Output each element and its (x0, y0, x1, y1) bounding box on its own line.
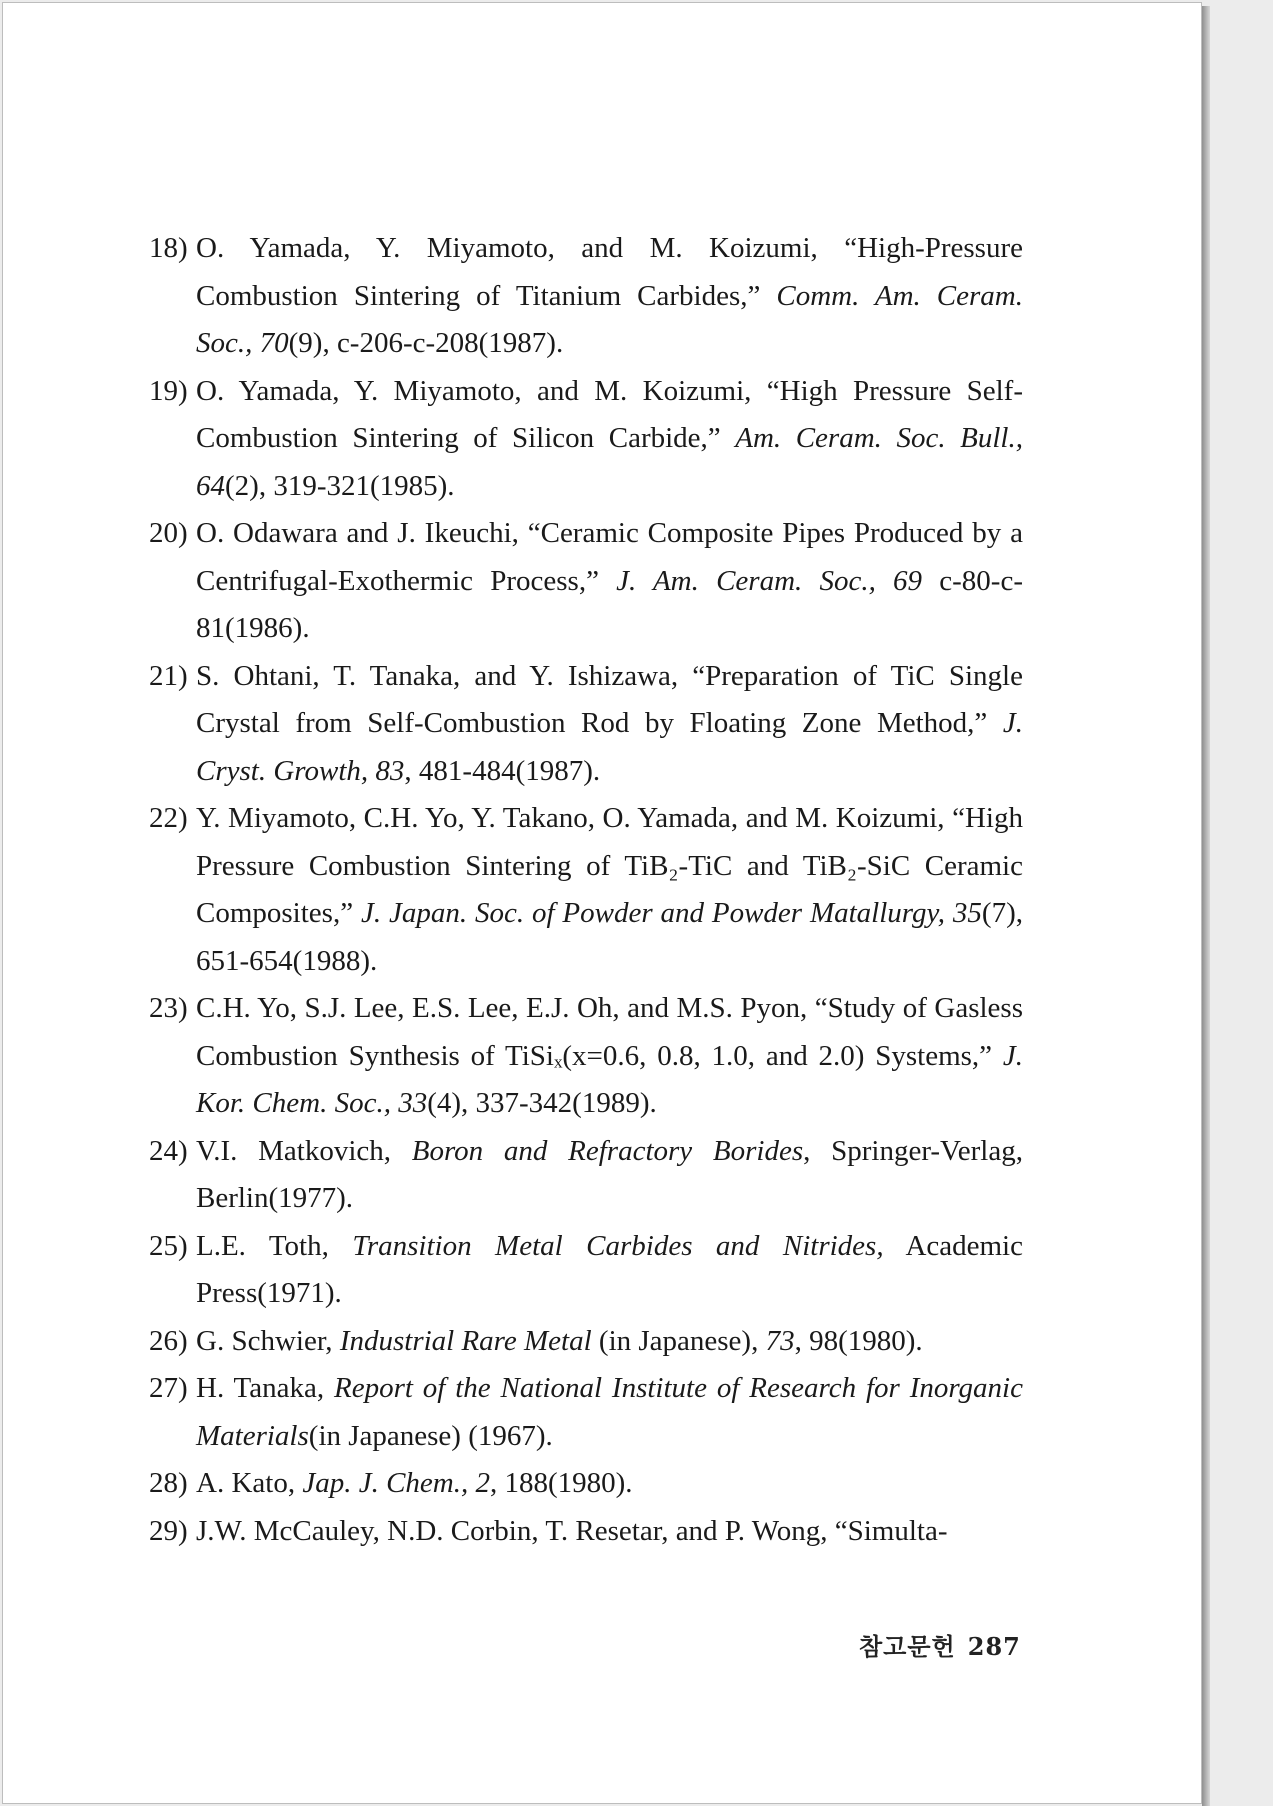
reference-number: 21) (149, 659, 188, 692)
reference-text: G. Schwier, (196, 1324, 340, 1357)
reference-number: 28) (149, 1467, 188, 1499)
reference-list (149, 225, 1023, 1555)
reference-item (149, 1365, 1023, 1460)
reference-text: O. Odawara and J. Ikeuchi, “Ceramic Composite Pipes Produced by a Centrifugal-Exothermic Process,” (196, 517, 1023, 597)
reference-italic-text: Am. Ceram. Soc. Bull., 64 (196, 422, 1023, 502)
reference-text: (4), 337-342(1989). (427, 1087, 657, 1119)
reference-text: (in Japanese) (1967). (308, 1419, 553, 1452)
reference-italic-text: J. Am. Ceram. Soc., 69 (616, 564, 923, 597)
reference-text: (2), 319-321(1985). (225, 469, 455, 502)
reference-text: H. Tanaka, (196, 1372, 334, 1404)
reference-number: 23) (149, 992, 188, 1024)
reference-italic-text: Report of the National Institute of Research for Inorganic Materials (196, 1372, 1023, 1452)
page-edge-shadow (1202, 6, 1210, 1806)
reference-text: S. Ohtani, T. Tanaka, and Y. Ishizawa, “Preparation of TiC Single Crystal from Self-Combustion Rod by Floating Zone Method,” (196, 659, 1023, 739)
reference-text: Academic Press(1971). (196, 1229, 1023, 1309)
reference-text: c-80-c-81(1986). (196, 564, 1023, 644)
reference-item (149, 1128, 1023, 1223)
reference-text: O. Yamada, Y. Miyamoto, and M. Koizumi, “High Pressure Self-Combustion Sintering of Silicon Carbide,” (196, 374, 1023, 454)
reference-number: 20) (149, 517, 188, 549)
reference-item (149, 225, 1023, 368)
footer-section-title: 참고문헌 (859, 1632, 956, 1661)
reference-text: , 481-484(1987). (404, 754, 601, 787)
reference-italic-text: 73 (765, 1324, 795, 1357)
book-page (2, 2, 1202, 1804)
reference-item (149, 368, 1023, 511)
page-number: 287 (967, 1632, 1021, 1661)
reference-number: 27) (149, 1372, 188, 1404)
reference-italic-text: Boron and Refractory Borides (411, 1134, 804, 1167)
reference-text: (9), c-206-c-208(1987). (288, 327, 564, 359)
reference-italic-text: Transition Metal Carbides and Nitrides, (352, 1229, 884, 1262)
reference-item (149, 1223, 1023, 1318)
reference-text: O. Yamada, Y. Miyamoto, and M. Koizumi, “High-Pressure Combustion Sintering of Titanium Carbides,” (196, 232, 1023, 312)
reference-text: , 188(1980). (489, 1467, 633, 1499)
reference-text: (7), 651-654(1988). (196, 897, 1023, 977)
reference-number: 24) (149, 1134, 188, 1167)
reference-number: 19) (149, 374, 188, 407)
reference-number: 22) (149, 802, 188, 834)
reference-item (149, 985, 1023, 1128)
reference-italic-text: J. Japan. Soc. of Powder and Powder Matallurgy, 35 (360, 897, 982, 929)
reference-text: Y. Miyamoto, C.H. Yo, Y. Takano, O. Yamada, and M. Koizumi, “High Pressure Combustion Sintering of TiB₂-TiC and TiB₂-SiC Ceramic Composites,” (196, 802, 1023, 929)
reference-number: 29) (149, 1514, 188, 1547)
page-footer (859, 1627, 1021, 1662)
reference-item (149, 1318, 1023, 1366)
reference-text: L.E. Toth, (196, 1229, 353, 1262)
reference-number: 18) (149, 232, 188, 264)
reference-text: A. Kato, (196, 1467, 303, 1499)
reference-text: , Springer-Verlag, Berlin(1977). (196, 1134, 1023, 1214)
reference-item (149, 1508, 1023, 1556)
reference-item (149, 795, 1023, 985)
reference-text: (in Japanese), (591, 1324, 766, 1357)
reference-text: V.I. Matkovich, (196, 1134, 412, 1167)
reference-text: , 98(1980). (794, 1324, 923, 1357)
reference-italic-text: J. Cryst. Growth, 83 (196, 707, 1023, 787)
reference-text: C.H. Yo, S.J. Lee, E.S. Lee, E.J. Oh, and M.S. Pyon, “Study of Gasless Combustion Synthesis of TiSiₓ(x=0.6, 0.8, 1.0, and 2.0) Systems,” (196, 992, 1023, 1072)
reference-number: 25) (149, 1229, 188, 1262)
reference-italic-text: Industrial Rare Metal (339, 1324, 592, 1357)
reference-item (149, 1460, 1023, 1508)
reference-italic-text: Jap. J. Chem., 2 (302, 1467, 490, 1499)
reference-italic-text: Comm. Am. Ceram. Soc., 70 (196, 279, 1023, 359)
reference-item (149, 653, 1023, 796)
reference-item (149, 510, 1023, 653)
reference-number: 26) (149, 1324, 188, 1357)
reference-italic-text: J. Kor. Chem. Soc., 33 (196, 1039, 1023, 1119)
reference-text: J.W. McCauley, N.D. Corbin, T. Resetar, and P. Wong, “Simulta- (196, 1514, 948, 1547)
